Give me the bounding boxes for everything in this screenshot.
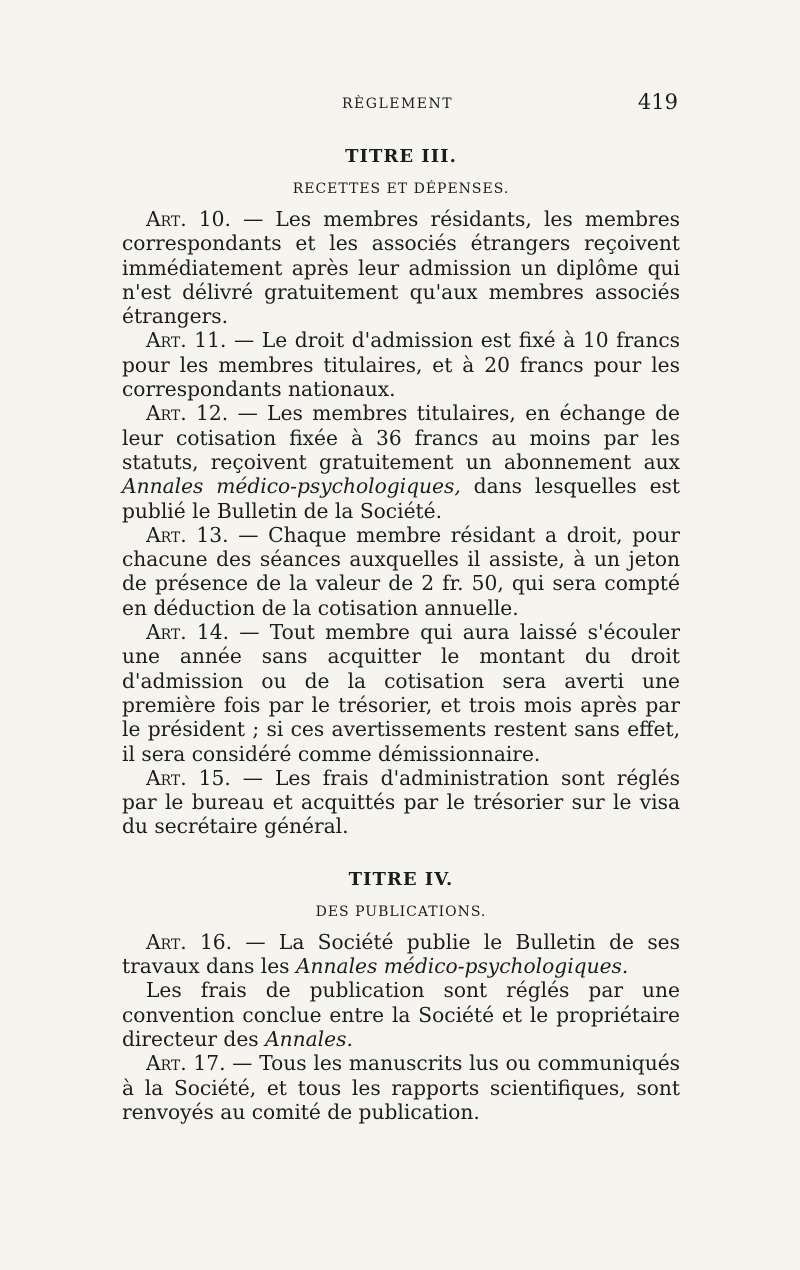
article-15 (122, 766, 680, 839)
article-label: Art. 15. (146, 765, 231, 790)
section-subtitle: DES PUBLICATIONS. (315, 903, 487, 920)
article-16 (122, 930, 680, 979)
article-text: — Les membres résidants, les membres correspondants et les associés étrangers reçoivent immédiatement après leur admission un diplôme qui n'est délivré gratuitement qu'aux membres associés étrangers. (122, 207, 681, 329)
article-10 (122, 207, 680, 328)
article-text: — Tout membre qui aura laissé s'écouler une année sans acquitter le montant du droit d'admission ou de la cotisation sera averti une première fois par le trésorier, et trois mois après par le président ; si ces avertissements restent sans effet, il sera considéré comme démissionnaire. (122, 620, 680, 766)
running-head (122, 90, 680, 120)
publication-paragraph (122, 978, 680, 1051)
paragraph-italic-title: Annales. (265, 1026, 353, 1051)
article-12 (122, 401, 680, 522)
article-text-after: dans lesquelles est publié le Bulletin de la Société. (122, 474, 680, 523)
article-italic-title: Annales médico-psychologiques, (122, 474, 461, 499)
article-text: — La Société publie le Bulletin de ses travaux dans les (122, 929, 680, 979)
article-label: Art. 14. (146, 620, 229, 645)
article-label: Art. 11. (146, 328, 227, 353)
paragraph-text: Les frais de publication sont réglés par une convention conclue entre la Société et le propriétaire directeur des (122, 978, 680, 1051)
article-label: Art. 13. (146, 522, 229, 547)
article-label: Art. 17. (146, 1051, 226, 1076)
article-11 (122, 328, 680, 401)
article-text: — Les membres titulaires, en échange de leur cotisation fixée à 36 francs au moins par les statuts, reçoivent gratuitement un abonnement aux (122, 401, 681, 474)
book-page (122, 90, 680, 1124)
page-number: 419 (637, 90, 678, 114)
article-text: — Les frais d'administration sont réglés par le bureau et acquittés par le trésorier sur le visa du secrétaire général. (122, 765, 680, 839)
section-subtitle: RECETTES ET DÉPENSES. (292, 181, 510, 197)
article-text: — Le droit d'admission est fixé à 10 francs pour les membres titulaires, et à 20 francs pour les correspondants nationaux. (122, 328, 681, 402)
article-label: Art. 12. (146, 401, 229, 426)
article-label: Art. 16. (146, 929, 233, 954)
section-title: TITRE IV. (348, 868, 454, 890)
article-text: — Tous les manuscrits lus ou communiqués à la Société, et tous les rapports scientifiques, sont renvoyés au comité de publication. (122, 1051, 680, 1124)
article-13 (122, 523, 680, 620)
article-14 (122, 620, 680, 766)
article-text: — Chaque membre résidant a droit, pour chacune des séances auxquelles il assiste, à un jeton de présence de la valeur de 2 fr. 50, qui sera compté en déduction de la cotisation annuelle. (122, 522, 680, 620)
section-title: TITRE III. (345, 146, 457, 167)
article-label: Art. 10. (146, 207, 231, 231)
article-17 (122, 1051, 680, 1124)
article-italic-title: Annales médico-psychologiques. (295, 954, 629, 979)
running-title: RÈGLEMENT (342, 96, 454, 112)
